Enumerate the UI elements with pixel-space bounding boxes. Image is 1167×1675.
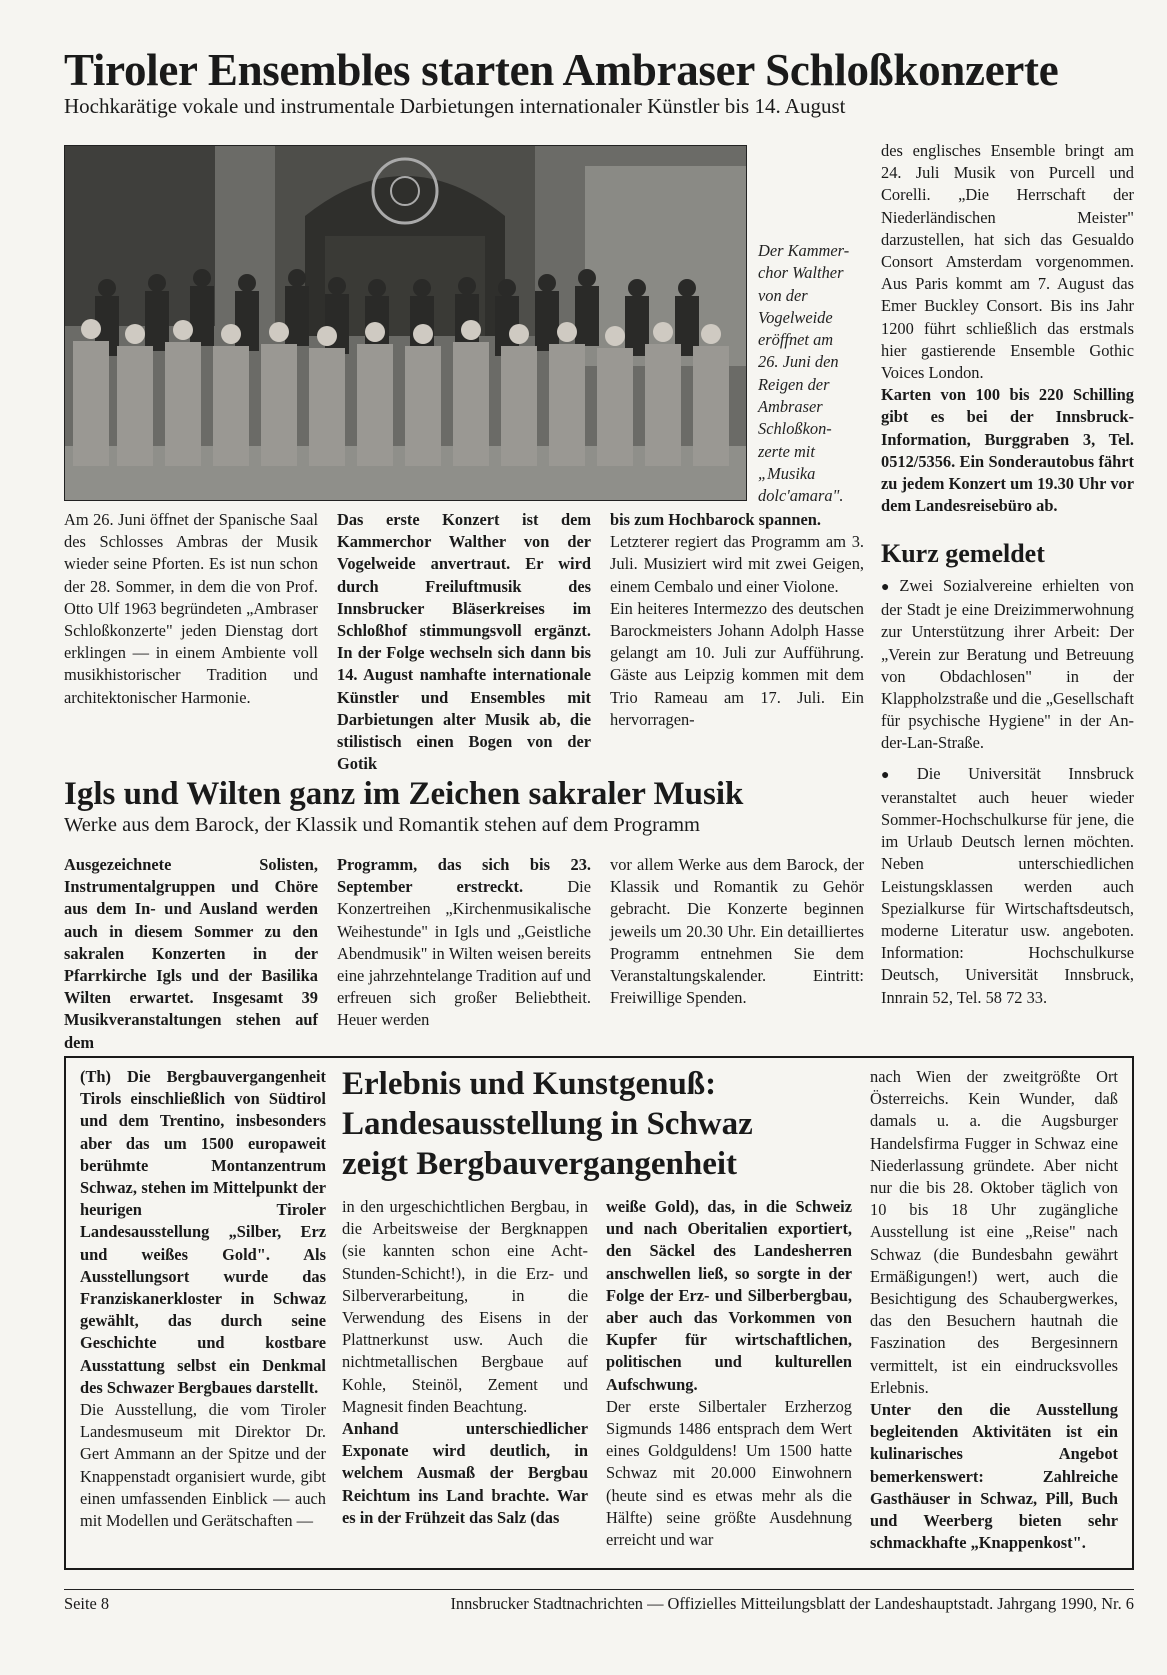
- article3-col2-bold: Anhand unterschiedlicher Exponate wird deutlich, in welchem Ausmaß der Bergbau Reichtum ins Land brachte. War es in der Frühzeit das Salz (das: [342, 1419, 588, 1527]
- kurz-title: Kurz gemeldet: [881, 539, 1045, 568]
- article3-column-4: [870, 1066, 1118, 1554]
- article3-header: [342, 1064, 862, 1184]
- article3-col1-lead: (Th) Die Bergbauvergangenheit Tirols einschließlich von Südtirol und dem Trentino, insbesonders aber das um 1500 europaweit berühmte Montanzentrum Schwaz, stehen im Mittelpunkt der heurigen Tiroler Landesausstellung „Silber, Erz und weißes Gold". Als Ausstellungsort wurde das Franziskanerkloster in Schwaz gewählt, das durch seine Geschichte und kostbare Ausstattung selbst ein Denkmal des Schwazer Bergbaues darstellt.: [80, 1067, 326, 1397]
- article1-column-3: [610, 509, 864, 731]
- choir-photo: [64, 145, 747, 501]
- kurz-item-2: [881, 763, 1134, 1009]
- article1-col1-text: Am 26. Juni öffnet der Spanische Saal des Schlosses Ambras der Musik wieder seine Pforten. Es ist nun schon der 28. Sommer, in dem die von Prof. Otto Ulf 1963 begründeten „Ambraser Schloßkonzerte" jeden Dienstag dort erklingen — in einem Ambiente voll musikhistorischer Tradition und architektonischer Harmonie.: [64, 510, 318, 707]
- article2-column-2: [337, 854, 591, 1032]
- article1-col4-text: des englisches Ensemble bringt am 24. Juli Musik von Purcell und Corelli. „Die Herrschaft der Niederländischen Meister" darzustellen, hat sich das Gesualdo Consort Amsterdam vorgenommen. Aus Paris kommt am 7. August das Emer Buckley Consort. Bis ins Jahr 1200 führt schließlich das erstmals hier gastierende Ensemble Gothic Voices London.: [881, 141, 1134, 383]
- article3-headline-line: Landesausstellung in Schwaz: [342, 1106, 753, 1142]
- article1-column-4: [881, 140, 1134, 517]
- bullet-icon: ●: [881, 767, 913, 783]
- caption-line: chor Walther: [758, 263, 844, 283]
- article1-column-1: [64, 509, 318, 709]
- article1-col4-info: Karten von 100 bis 220 Schilling gibt es bei der Innsbruck-Information, Burggraben 3, Tel. 0512/5356. Ein Sonderautobus fährt zu jedem Konzert um 19.30 Uhr vor dem Landesreisebüro ab.: [881, 385, 1134, 516]
- article2-col2-text: Die Konzertreihen „Kirchenmusikalische Weihestunde" in Igls und „Geistliche Abendmusik" in Wilten weisen bereits eine jahrzehntelange Tradition auf und erfreuen sich großer Beliebtheit. Heuer werden: [337, 877, 591, 1030]
- article1-column-2: [337, 509, 591, 775]
- article3-col4-text: nach Wien der zweitgrößte Ort Österreichs. Kein Wunder, daß damals u. a. die Augsburger Handelsfirma Fugger in Schwaz eine Niederlassung gründete. Aber nicht nur die bis 28. Oktober täglich von 10 bis 18 Uhr zugängliche Ausstellung ist eine „Reise" nach Schwaz (die Bundesbahn gewährt Ermäßigungen!) wert, auch die Besichtigung des Schaubergwerkes, das den Besuchern hautnah die Faszination des Bergesinnern vermittelt, ist ein eindrucksvolles Erlebnis.: [870, 1067, 1118, 1397]
- article1-col3-text1: Letzterer regiert das Programm am 3. Juli. Musiziert wird mit zwei Geigen, einem Cembalo und einer Violone.: [610, 532, 864, 596]
- article2-column-3: [610, 854, 864, 1009]
- article3-headline-line: Erlebnis und Kunstgenuß:: [342, 1066, 717, 1102]
- article1-col3-lead: bis zum Hochbarock spannen.: [610, 510, 822, 529]
- article2-headline: Igls und Wilten ganz im Zeichen sakraler Musik: [64, 776, 744, 812]
- publication-info: Innsbrucker Stadtnachrichten — Offizielles Mitteilungsblatt der Landeshauptstadt. Jahrgang 1990, Nr. 6: [450, 1594, 1134, 1613]
- kurz-item-1: [881, 575, 1134, 755]
- newspaper-page: [64, 44, 1134, 1644]
- page-footer: [64, 1589, 1134, 1614]
- article3-column-1: [80, 1066, 326, 1532]
- article3-col4-bold: Unter den die Ausstellung begleitenden Aktivitäten ist ein kulinarisches Angebot bemerkenswert: Zahlreiche Gasthäuser in Schwaz, Pill, Buch und Weerberg bieten sehr schmackhafte „Knappenkost".: [870, 1400, 1118, 1553]
- kurz-item-2-text: Die Universität Innsbruck veranstaltet auch heuer wieder Sommer-Hochschulkurse für jene, die im Urlaub Deutsch lernen möchten. Neben unterschiedlichen Leistungsklassen werden auch Spezialkurse für Wirtschaftsdeutsch, moderne Literatur usw. angeboten. Information: Hochschulkurse Deutsch, Universität Innsbruck, Innrain 52, Tel. 58 72 33.: [881, 763, 1134, 1007]
- caption-line: Vogelweide: [758, 307, 833, 327]
- caption-line: „Musika: [758, 463, 816, 483]
- article3-headline: [342, 1064, 862, 1184]
- caption-line: 26. Juni den: [758, 352, 839, 372]
- caption-line: Reigen der: [758, 374, 830, 394]
- article1-col3-text2: Ein heiteres Intermezzo des deutschen Barockmeisters Johann Adolph Hasse gelangt am 10. Juli zur Aufführung. Gäste aus Leipzig kommen mit dem Trio Rameau am 17. Juli. Ein hervorragen-: [610, 598, 864, 729]
- article2-col2-lead: Programm, das sich bis 23. September erstreckt.: [337, 855, 591, 897]
- kurz-item-1-text: Zwei Sozialvereine erhielten von der Stadt je eine Dreizimmerwohnung zur Unterstützung ihrer Arbeit: Der „Verein zur Beratung und Betreuung von Obdachlosen" in der Klappholzstraße und die „Gesellschaft für psychische Hygiene" in der An-der-Lan-Straße.: [881, 576, 1134, 753]
- article3-col3-text: Der erste Silbertaler Erzherzog Sigmunds 1486 entsprach dem Wert eines Goldguldens! Um 1500 hatte Schwaz mit 20.000 Einwohnern (heute sind es etwas mehr als die Hälfte) seine größte Ausdehnung erreicht und war: [606, 1396, 852, 1550]
- article2-column-1: [64, 854, 318, 1054]
- article1-headline: Tiroler Ensembles starten Ambraser Schloßkonzerte: [64, 45, 1059, 95]
- caption-line: dolc'amara".: [758, 486, 844, 506]
- article3-column-3: [606, 1196, 852, 1551]
- page-number: Seite 8: [64, 1594, 110, 1613]
- caption-line: Schloßkon-: [758, 419, 832, 439]
- article2-col1-text: Ausgezeichnete Solisten, Instrumentalgruppen und Chöre aus dem In- und Ausland werden auch in diesem Sommer zu den sakralen Konzerten in der Pfarrkirche Igls und der Basilika Wilten erwartet. Insgesamt 39 Musikveranstaltungen stehen auf dem: [64, 855, 318, 1052]
- photo-caption: [758, 240, 856, 508]
- article3-box: [64, 1056, 1134, 1570]
- article1-subheadline: Hochkarätige vokale und instrumentale Darbietungen internationaler Künstler bis 14. August: [64, 94, 846, 118]
- article2-col3-text: vor allem Werke aus dem Barock, der Klassik und Romantik zu Gehör gebracht. Die Konzerte beginnen jeweils um 20.30 Uhr. Ein detailliertes Programm entnehmen Sie dem Veranstaltungskalender. Eintritt: Freiwillige Spenden.: [610, 855, 864, 1008]
- kurz-gemeldet: [881, 539, 1134, 1009]
- article3-col2-text: in den urgeschichtlichen Bergbau, in die Arbeitsweise der Bergknappen (sie kannten schon eine Acht-Stunden-Schicht!), in die Erz- und Silberverarbeitung, in die Verwendung des Eisens in der Plattnerkunst usw. Auch die nichtmetallischen Bergbaue auf Kohle, Steinöl, Zement und Magnesit finden Beachtung.: [342, 1197, 588, 1416]
- article1-col2-text: Das erste Konzert ist dem Kammerchor Walther von der Vogelweide anvertraut. Er wird durch Freiluftmusik des Innsbrucker Bläserkreises im Schloßhof stimmungsvoll ergänzt. In der Folge wechseln sich dann bis 14. August namhafte internationale Künstler und Ensembles mit Darbietungen alter Musik ab, die stilistisch einen Bogen von der Gotik: [337, 510, 591, 774]
- caption-line: Der Kammer-: [758, 241, 850, 260]
- article2-subheadline: Werke aus dem Barock, der Klassik und Romantik stehen auf dem Programm: [64, 814, 700, 836]
- article2-header: [64, 775, 864, 837]
- article3-column-2: [342, 1196, 588, 1529]
- caption-line: von der: [758, 285, 808, 305]
- caption-line: eröffnet am: [758, 330, 834, 350]
- bullet-icon: ●: [881, 580, 896, 595]
- article3-headline-line: zeigt Bergbauvergangenheit: [342, 1146, 738, 1182]
- caption-line: Ambraser: [758, 397, 823, 417]
- article3-col3-bold: weiße Gold), das, in die Schweiz und nach Oberitalien exportiert, den Säckel des Landesherren anschwellen ließ, so sorgte in der Folge der Erz- und Silberbergbau, aber auch das Vorkommen von Kupfer für wirtschaftlichen, politischen und kulturellen Aufschwung.: [606, 1197, 852, 1394]
- article3-col1-text: Die Ausstellung, die vom Tiroler Landesmuseum mit Direktor Dr. Gert Ammann an der Spitze und der Knappenstadt organisiert wurde, gibt einen umfassenden Einblick — auch mit Modellen und Gerätschaften —: [80, 1400, 326, 1531]
- caption-line: zerte mit: [758, 441, 815, 461]
